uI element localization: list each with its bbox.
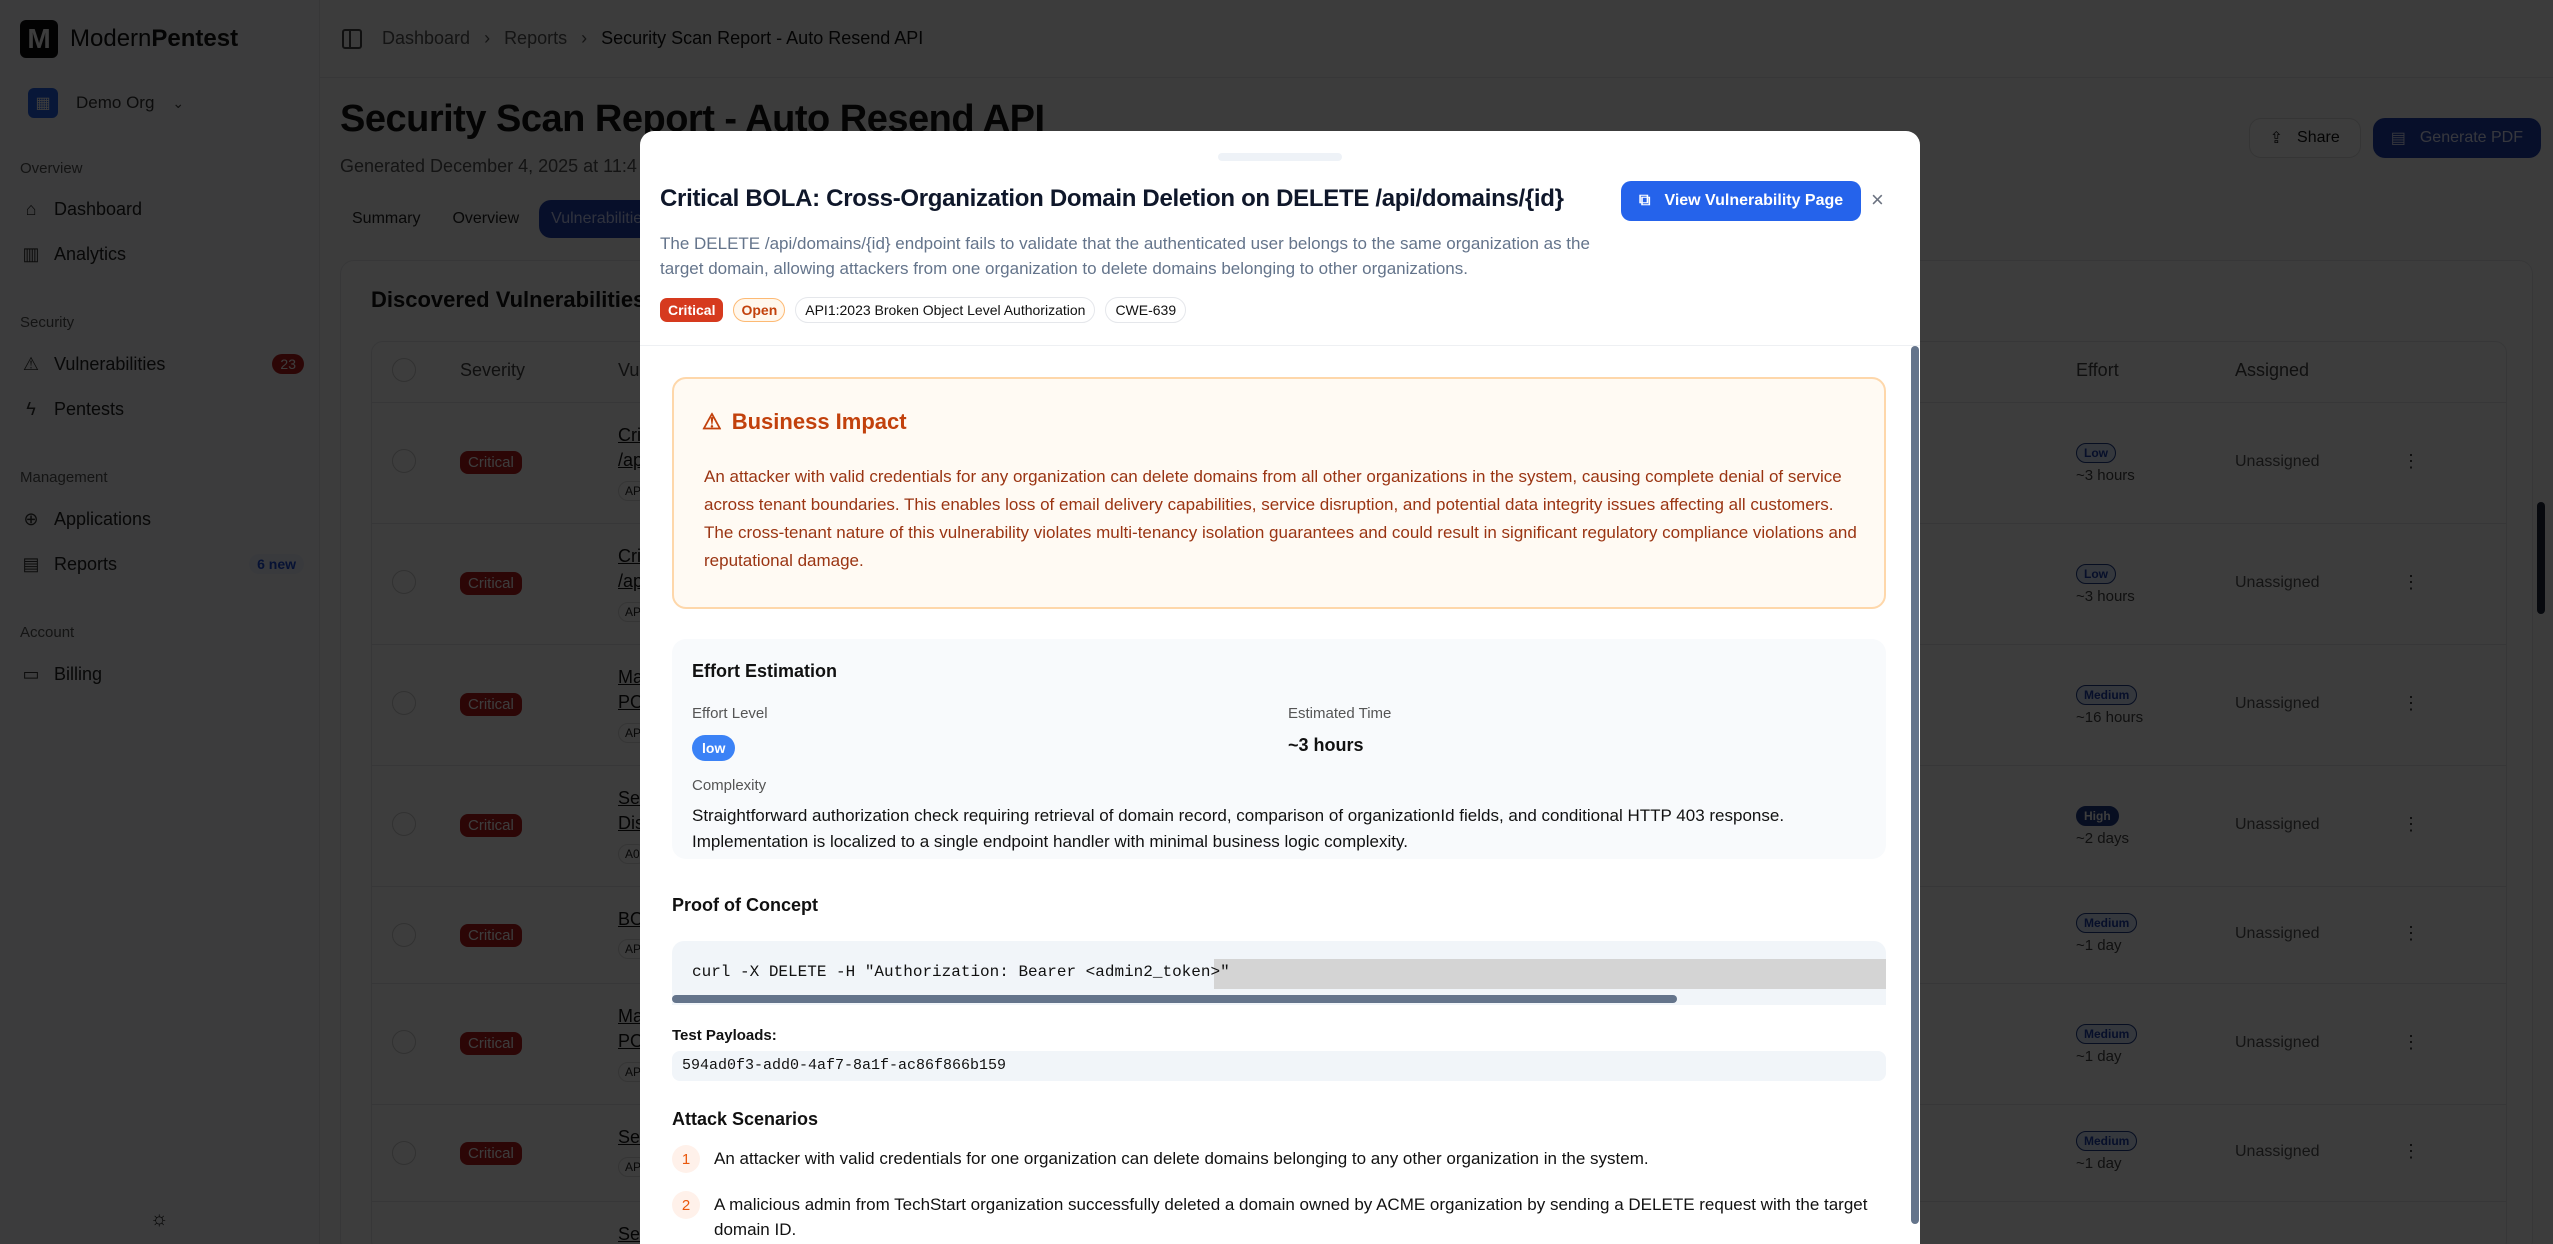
poc-title: Proof of Concept	[672, 895, 818, 915]
header-divider	[640, 345, 1920, 346]
cwe-tag: CWE-639	[1105, 297, 1186, 323]
external-link-icon: ⧉	[1639, 192, 1651, 209]
business-impact-text: An attacker with valid credentials for any organization can delete domains from all other organizations in the system, causing complete denial of service across tenant boundaries. This enables loss of email delivery capabilities, service disruption, and potential data integrity issues affecting all customers. The cross-tenant nature of this vulnerability violates multi-tenancy isolation guarantees and could result in significant regulatory compliance violations and reputational damage.	[704, 467, 1857, 570]
alert-triangle-icon: ⚠	[702, 409, 722, 434]
view-vulnerability-page-button[interactable]: ⧉ View Vulnerability Page	[1621, 181, 1861, 221]
test-payload-value: 594ad0f3-add0-4af7-8a1f-ac86f866b159	[672, 1051, 1886, 1081]
vulnerability-detail-modal	[640, 131, 1920, 1244]
estimated-time-value: ~3 hours	[1288, 735, 1364, 755]
drag-handle[interactable]	[1218, 153, 1342, 161]
code-highlight	[1214, 959, 1886, 989]
scenario-number: 2	[672, 1191, 700, 1219]
scenario-text: An attacker with valid credentials for one organization can delete domains belonging to any other organization in the system.	[714, 1149, 1649, 1168]
poc-horizontal-scrollbar[interactable]	[672, 995, 1677, 1003]
effort-estimation-title: Effort Estimation	[692, 661, 838, 681]
attack-scenarios-title: Attack Scenarios	[672, 1109, 819, 1129]
poc-code: curl -X DELETE -H "Authorization: Bearer <admin2_token>"	[692, 963, 1230, 981]
status-badge: Open	[733, 298, 785, 322]
effort-estimation-panel	[672, 639, 1886, 859]
effort-level-label: Effort Level	[692, 705, 768, 722]
effort-level-badge: low	[692, 735, 735, 761]
scenario-text: A malicious admin from TechStart organization successfully deleted a domain owned by ACME organization by sending a DELETE request with the target domain ID.	[714, 1195, 1868, 1239]
test-payloads-label: Test Payloads:	[672, 1027, 777, 1044]
severity-badge: Critical	[660, 298, 723, 322]
attack-scenario-item	[672, 1145, 1872, 1173]
modal-title: Critical BOLA: Cross-Organization Domain Deletion on DELETE /api/domains/{id}	[660, 185, 1564, 212]
modal-scrollbar[interactable]	[1911, 346, 1919, 1224]
attack-scenario-item	[672, 1191, 1872, 1242]
modal-badges	[660, 297, 1186, 323]
business-impact-panel	[672, 377, 1886, 609]
close-icon[interactable]: ×	[1871, 187, 1884, 212]
business-impact-title: ⚠ Business Impact	[702, 409, 907, 434]
scenario-number: 1	[672, 1145, 700, 1173]
owasp-tag: API1:2023 Broken Object Level Authorization	[795, 297, 1095, 323]
complexity-label: Complexity	[692, 777, 767, 794]
complexity-text: Straightforward authorization check requiring retrieval of domain record, comparison of organizationId fields, and conditional HTTP 403 response. Implementation is localized to a single endpoint handler with minimal business logic complexity.	[692, 806, 1785, 851]
modal-description: The DELETE /api/domains/{id} endpoint fails to validate that the authenticated user belongs to the same organization as the target domain, allowing attackers from one organization to delete domains belonging to other organizations.	[660, 234, 1590, 278]
estimated-time-label: Estimated Time	[1288, 705, 1392, 722]
